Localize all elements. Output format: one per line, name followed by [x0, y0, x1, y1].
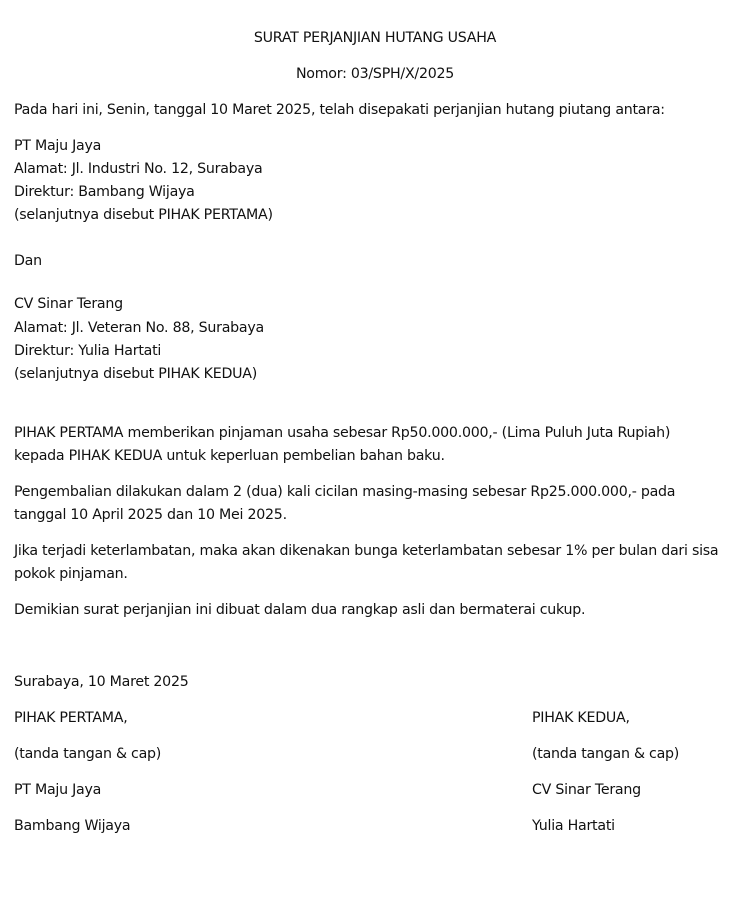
signature-left-role: PIHAK PERTAMA,: [14, 710, 128, 726]
loan-clause-line-1: PIHAK PERTAMA memberikan pinjaman usaha sebesar Rp50.000.000,- (Lima Puluh Juta Rupiah): [14, 425, 671, 441]
signature-right-person: Yulia Hartati: [532, 818, 615, 834]
place-date: Surabaya, 10 Maret 2025: [14, 674, 189, 690]
penalty-clause-line-1: Jika terjadi keterlambatan, maka akan dikenakan bunga keterlambatan sebesar 1% per bulan dari sisa: [14, 543, 719, 559]
signature-left-person: Bambang Wijaya: [14, 818, 131, 834]
party-one-director: Direktur: Bambang Wijaya: [14, 184, 195, 200]
signature-right-sign: (tanda tangan & cap): [532, 746, 680, 762]
signature-left-company: PT Maju Jaya: [14, 782, 102, 798]
signature-right-role: PIHAK KEDUA,: [532, 710, 630, 726]
repayment-clause-line-1: Pengembalian dilakukan dalam 2 (dua) kali cicilan masing-masing sebesar Rp25.000.000,- pada: [14, 484, 676, 500]
party-one-name: PT Maju Jaya: [14, 138, 102, 154]
loan-clause-line-2: kepada PIHAK KEDUA untuk keperluan pembelian bahan baku.: [14, 448, 445, 464]
document-title: SURAT PERJANJIAN HUTANG USAHA: [253, 30, 497, 46]
signature-right-company: CV Sinar Terang: [532, 782, 641, 798]
party-two-name: CV Sinar Terang: [14, 296, 123, 312]
penalty-clause-line-2: pokok pinjaman.: [14, 566, 128, 582]
conjunction-text: Dan: [14, 253, 42, 269]
document-number: Nomor: 03/SPH/X/2025: [295, 66, 455, 82]
intro-paragraph: Pada hari ini, Senin, tanggal 10 Maret 2025, telah disepakati perjanjian hutang piutang antara:: [14, 102, 665, 118]
party-two-designation: (selanjutnya disebut PIHAK KEDUA): [14, 366, 258, 382]
party-one-designation: (selanjutnya disebut PIHAK PERTAMA): [14, 207, 273, 223]
party-two-director: Direktur: Yulia Hartati: [14, 343, 162, 359]
party-one-address: Alamat: Jl. Industri No. 12, Surabaya: [14, 161, 263, 177]
party-two-address: Alamat: Jl. Veteran No. 88, Surabaya: [14, 320, 264, 336]
repayment-clause-line-2: tanggal 10 April 2025 dan 10 Mei 2025.: [14, 507, 287, 523]
closing-statement: Demikian surat perjanjian ini dibuat dalam dua rangkap asli dan bermaterai cukup.: [14, 602, 586, 618]
signature-left-sign: (tanda tangan & cap): [14, 746, 162, 762]
